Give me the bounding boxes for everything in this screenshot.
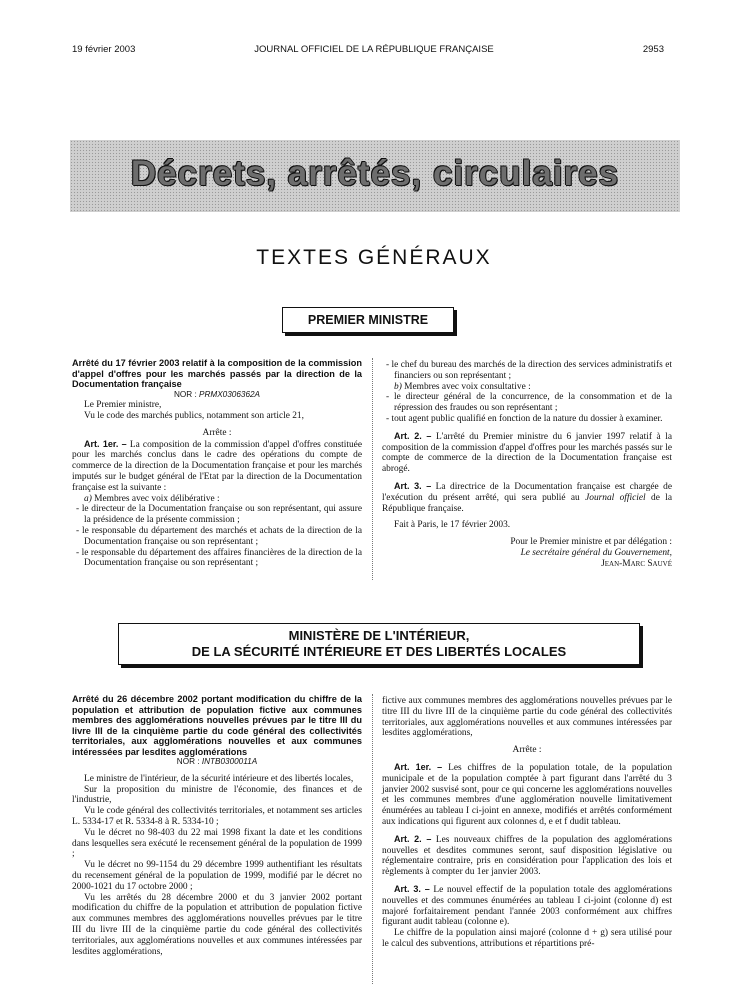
mi-art3: Art. 3. – Le nouvel effectif de la population totale des agglomérations nouvelles et des communes énumérées au tableau I ci-joint (colonne d) est majoré forfaitairement pendant l'année 2003 conformément aux chiffres figurant audit tableau (colonne e). (382, 883, 673, 928)
pm-art1-text: La composition de la commission d'appel d'offres constituée pour les marchés conclus dans le cadre des opérations du compte de commerce de la direction de la Documentation française et pour les marchés imputés sur le budget général de l'Etat par la direction de la Documentation française est la suivante : (72, 439, 362, 493)
mi-left-column (72, 694, 362, 957)
ministry-heading-line-1: MINISTÈRE DE L'INTÉRIEUR, (288, 628, 470, 643)
mi-nor-code: INTB0300011A (201, 757, 258, 766)
mi-para-3: Vu le code général des collectivités territoriales, et notamment ses articles L. 5334-17 et R. 5334-8 à R. 5334-10 ; (72, 806, 362, 827)
ministry-heading-pm: PREMIER MINISTRE (282, 307, 454, 333)
column-divider (372, 694, 373, 984)
list-item: - le directeur de la Documentation française ou son représentant, qui assure la présidence de la présente commission ; (76, 504, 362, 526)
mi-art1: Art. 1er. – Les chiffres de la population totale, de la population municipale et de la population comptée à part figurant dans l'arrêté du 3 janvier 2002 susvisé sont, pour ce qui concerne les agglomérations nouvelles et les communes membres d'une agglomération nouvelle limitativement énumérées au tableau I ci-joint en annexe, modifiés et arrêtés conformément aux indications qui figurent aux colonnes d, e et f dudit tableau. (382, 761, 673, 827)
pm-right-column (382, 360, 672, 570)
pm-intro-1: Le Premier ministre, (84, 400, 162, 411)
pm-arrete-word: Arrête : (202, 427, 232, 438)
pm-intro-2: Vu le code des marchés publics, notamment son article 21, (84, 411, 304, 422)
pm-b-heading: b) Membres avec voix consultative : (394, 381, 531, 392)
pm-fait: Fait à Paris, le 17 février 2003. (394, 520, 511, 531)
header-date: 19 février 2003 (72, 44, 136, 55)
pm-signature-name: Jean-Marc Sauvé (601, 558, 672, 569)
pm-signature-line-2: Le secrétaire général du Gouvernement, (520, 547, 672, 558)
header-page-number: 2953 (642, 44, 664, 55)
mi-right-column (382, 696, 672, 986)
mi-para-2: Sur la proposition du ministre de l'économie, des finances et de l'industrie, (72, 784, 362, 806)
pm-art1-label: Art. 1er. – (84, 438, 127, 449)
mi-para-5: Vu le décret no 99-1154 du 29 décembre 1999 authentifiant les résultats du recensement général de la population de 1999, modifié par le décret no 2000-1021 du 17 octobre 2000 ; (72, 860, 362, 892)
mi-para-6: Vu les arrêtés du 28 décembre 2000 et du 3 janvier 2002 portant modification du chiffre de la population et attribution de population fictive aux communes membres des agglomérations nouvelles prévues par le titre III du livre III de la cinquième partie du code général des collectivités territoriales, aux agglomérations nouvelles et aux communes intéressées par lesdites agglomérations, (72, 892, 362, 957)
mi-para-4: Vu le décret no 98-403 du 22 mai 1998 fixant la date et les conditions dans lesquelles sera exécuté le recensement général de la population de 1999 ; (72, 827, 362, 860)
banner-title: Décrets, arrêtés, circulaires (130, 154, 620, 193)
pm-nor: NOR : PRMX0306362A (173, 389, 261, 399)
pm-art2: Art. 2. – L'arrêté du Premier ministre du 6 janvier 1997 relatif à la composition de la commission d'appel d'offres pour les marchés passés sur le compte de commerce de la direction de la Documentation française est abrogé. (382, 430, 672, 475)
list-item: - le responsable du département des marchés et achats de la direction de la Documentation française ou son représentant ; (76, 526, 363, 547)
pm-nor-code: PRMX0306362A (199, 389, 261, 399)
pm-signature-line-1: Pour le Premier ministre et par délégation : (510, 537, 672, 548)
mi-art2: Art. 2. – Les nouveaux chiffres de la population des agglomérations nouvelles et desdites communes seront, sauf disposition législative ou réglementaire contraire, pris en considération pour l'application des lois et règlements à compter du 1er janvier 2003. (382, 833, 673, 878)
column-divider (372, 358, 373, 580)
ministry-heading-line-2: DE LA SÉCURITÉ INTÉRIEURE ET DES LIBERTÉS LOCALES (191, 644, 567, 659)
list-item: - le chef du bureau des marchés de la direction des services administratifs et financiers ou son représentant ; (386, 360, 672, 381)
running-header (0, 44, 748, 58)
section-banner (70, 140, 680, 212)
mi-arrete-title: Arrêté du 26 décembre 2002 portant modification du chiffre de la population et attribution de population fictive aux communes membres des agglomérations nouvelles prévues par le titre III du livre III de la cinquième partie du code général des collectivités territoriales, aux agglomérations nouvelles et aux communes intéressées par lesdites agglomérations (72, 694, 362, 757)
list-item: - le directeur général de la concurrence, de la consommation et de la répression des fraudes ou son représentant ; (386, 392, 672, 414)
mi-last-para: Le chiffre de la population ainsi majoré (colonne d + g) sera utilisé pour le calcul des subventions, attributions et répartitions pré- (382, 928, 672, 949)
pm-left-column (72, 358, 362, 569)
pm-art3: Art. 3. – La directrice de la Documentation française est chargée de l'exécution du présent arrêté, qui sera publié au Journal officiel de la République française. (382, 480, 672, 514)
pm-arrete-title: Arrêté du 17 février 2003 relatif à la composition de la commission d'appel d'offres pour les marchés passés par la direction de la Documentation française (72, 358, 362, 389)
pm-a-heading: a) Membres avec voix délibérative : (84, 493, 220, 504)
mi-para-1: Le ministre de l'intérieur, de la sécurité intérieure et des libertés locales, (84, 773, 354, 784)
header-journal-title: JOURNAL OFFICIEL DE LA RÉPUBLIQUE FRANÇAISE (254, 44, 494, 55)
ministry-heading-interieur (118, 623, 640, 665)
mi-nor: NOR : INTB0300011A (176, 757, 258, 766)
list-item: - tout agent public qualifié en fonction de la nature du dossier à examiner. (386, 413, 663, 424)
list-item: - le responsable du département des affaires financières de la direction de la Documentation française ou son représentant ; (76, 547, 363, 569)
mi-para-6-continued: fictive aux communes membres des agglomérations nouvelles prévues par le titre III du livre III de la cinquième partie du code général des collectivités territoriales, aux agglomérations nouvelles et aux communes intéressées par lesdites agglomérations, (382, 696, 672, 739)
mi-arrete-word: Arrête : (512, 745, 542, 756)
pm-art1 (72, 439, 362, 494)
section-title: TEXTES GÉNÉRAUX (256, 246, 492, 269)
